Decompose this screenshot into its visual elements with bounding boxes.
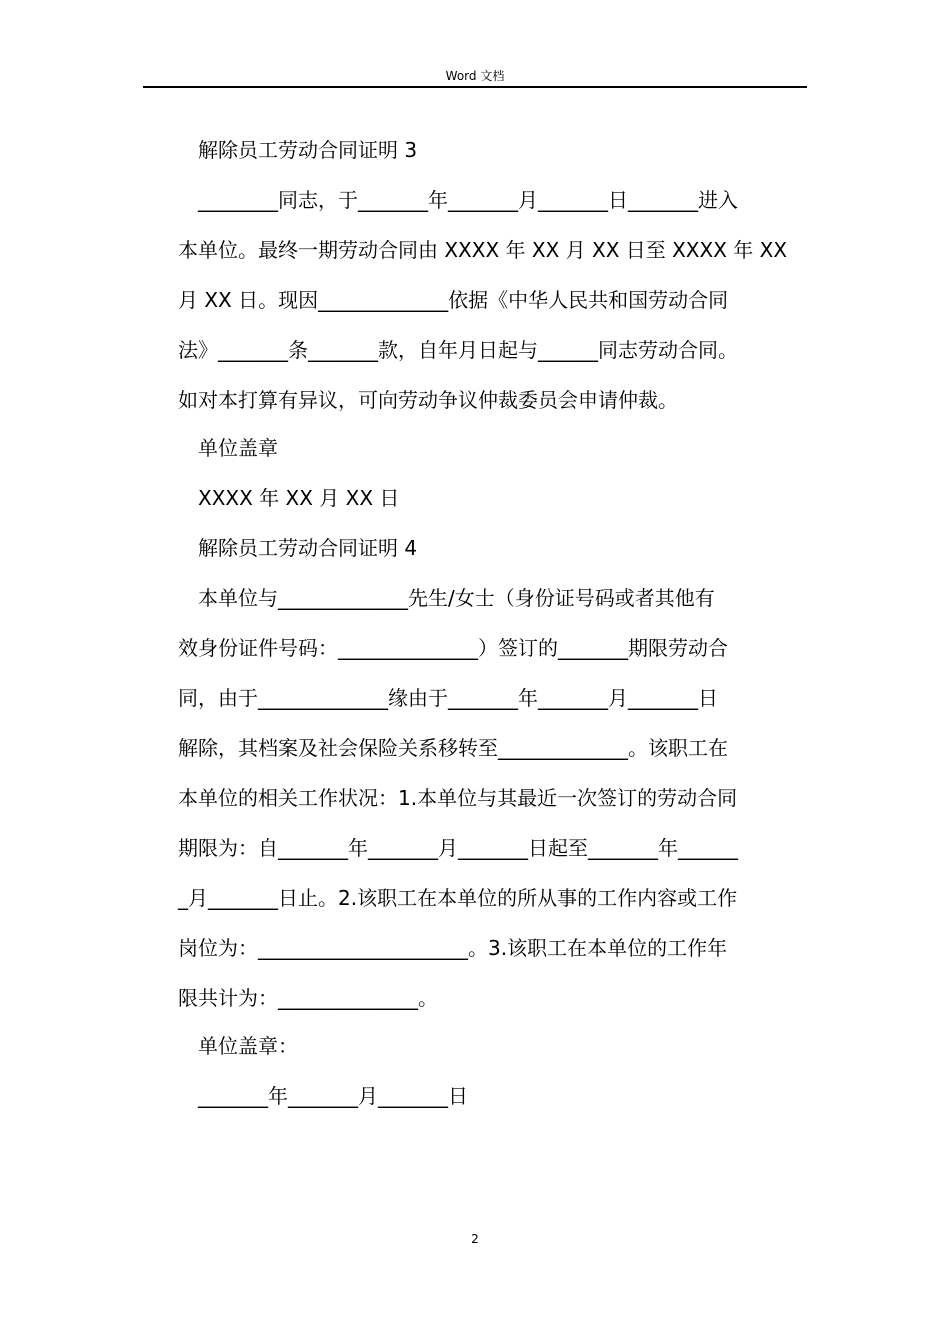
section-title-4: 解除员工劳动合同证明 4	[198, 536, 418, 560]
paragraph-line: 同，由于_____________缘由于_______年_______月_______日	[178, 686, 718, 710]
paragraph-line: ________同志，于_______年_______月_______日_______进入	[198, 188, 738, 212]
paragraph-line: 本单位。最终一期劳动合同由 XXXX 年 XX 月 XX 日至 XXXX 年 XX	[178, 238, 788, 262]
paragraph-line: 岗位为：_____________________。3.该职工在本单位的工作年	[178, 936, 728, 960]
page-number: 2	[471, 1232, 479, 1246]
paragraph-line: 限共计为：______________。	[178, 986, 438, 1010]
header-title: Word 文档	[445, 69, 505, 83]
date-line: _______年_______月_______日	[198, 1084, 468, 1108]
paragraph-line: 本单位的相关工作状况：1.本单位与其最近一次签订的劳动合同	[178, 786, 738, 810]
paragraph-line: 期限为：自_______年_______月_______日起至_______年______	[178, 836, 738, 860]
date-line: XXXX 年 XX 月 XX 日	[198, 486, 400, 510]
paragraph-line: _月_______日止。2.该职工在本单位的所从事的工作内容或工作	[178, 886, 738, 910]
paragraph-line: 月 XX 日。现因_____________依据《中华人民共和国劳动合同	[178, 288, 729, 312]
paragraph-line: 本单位与_____________先生/女士（身份证号码或者其他有	[198, 586, 715, 610]
seal-label: 单位盖章：	[198, 1034, 298, 1058]
header-divider	[143, 86, 807, 88]
seal-label: 单位盖章	[198, 436, 278, 460]
paragraph-line: 如对本打算有异议，可向劳动争议仲裁委员会申请仲裁。	[178, 388, 678, 412]
paragraph-line: 解除，其档案及社会保险关系移转至_____________。该职工在	[178, 736, 728, 760]
section-title-3: 解除员工劳动合同证明 3	[198, 138, 418, 162]
paragraph-line: 法》_______条_______款，自年月日起与______同志劳动合同。	[178, 338, 738, 362]
paragraph-line: 效身份证件号码：______________）签订的_______期限劳动合	[178, 636, 728, 660]
